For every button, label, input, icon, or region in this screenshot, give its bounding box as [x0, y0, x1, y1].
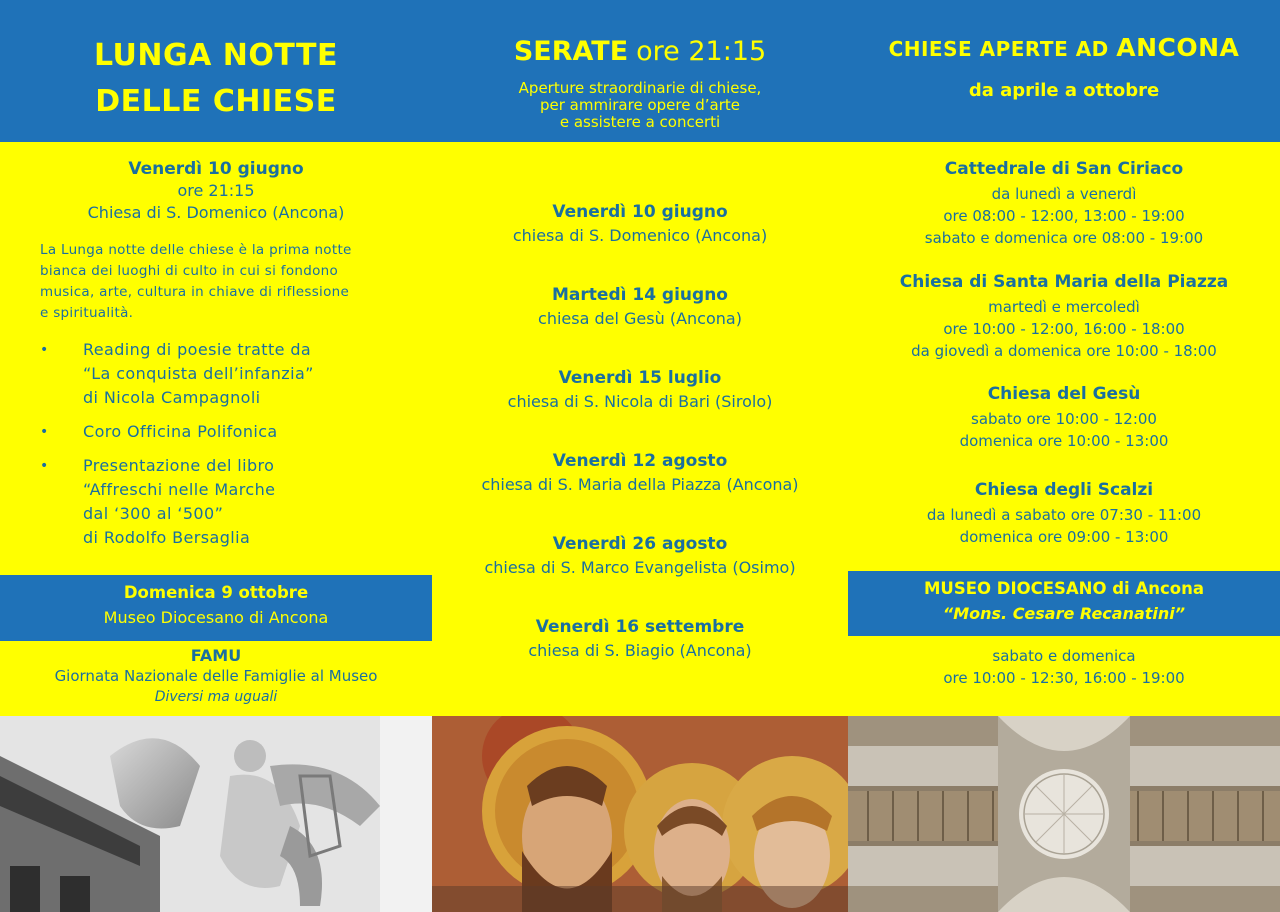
- site-hours-line: ore 10:00 - 12:00, 16:00 - 18:00: [943, 320, 1185, 338]
- bullet-line: Coro Officina Polifonica: [83, 422, 278, 441]
- event-time: ore 21:15: [177, 181, 255, 200]
- bullet-line: dal ‘300 al ‘500”: [83, 504, 224, 523]
- site-hours-line: domenica ore 09:00 - 13:00: [959, 528, 1169, 546]
- event-place: chiesa di S. Biagio (Ancona): [528, 641, 752, 660]
- main-event: [0, 158, 432, 224]
- lunga-notte-title: [0, 33, 432, 125]
- bullet-line: di Nicola Campagnoli: [83, 388, 261, 407]
- intro-line: musica, arte, cultura in chiave di riflessione: [40, 284, 350, 300]
- chiese-aperte-title: [848, 33, 1280, 62]
- museo-hours: [848, 645, 1280, 689]
- event-date: Venerdì 26 agosto: [552, 534, 728, 554]
- header-band: [848, 0, 1280, 142]
- site-hours-line: domenica ore 10:00 - 13:00: [959, 432, 1169, 450]
- bullet-icon: •: [40, 424, 49, 440]
- event-place: chiesa di S. Marco Evangelista (Osimo): [484, 558, 796, 577]
- fresco-saints-photo: [432, 716, 848, 912]
- museo-name: MUSEO DIOCESANO: [924, 579, 1107, 598]
- site-name: Chiesa di Santa Maria della Piazza: [899, 272, 1229, 292]
- subtitle-line: per ammirare opere d’arte: [540, 96, 740, 114]
- header-band: [432, 0, 848, 142]
- title-city: ANCONA: [1116, 33, 1240, 62]
- site-name: Cattedrale di San Ciriaco: [944, 159, 1184, 179]
- column-chiese-aperte: [848, 0, 1280, 912]
- intro-line: La Lunga notte delle chiese è la prima notte: [40, 242, 352, 258]
- event-item: [432, 532, 848, 580]
- column-lunga-notte: [0, 0, 432, 912]
- site-hours-line: da giovedì a domenica ore 10:00 - 18:00: [911, 342, 1217, 360]
- church-ceiling-photo: [848, 716, 1280, 912]
- event-date: Martedì 14 giugno: [552, 285, 728, 305]
- event-item: [432, 615, 848, 663]
- bullet-icon: •: [40, 458, 49, 474]
- event-date: Venerdì 12 agosto: [552, 451, 728, 471]
- bullet-text: [83, 454, 402, 550]
- site-name: Chiesa degli Scalzi: [974, 480, 1154, 500]
- bullet-reading: [40, 338, 402, 410]
- site-hours-line: martedì e mercoledì: [988, 298, 1140, 316]
- event-date: Venerdì 16 settembre: [535, 617, 745, 637]
- serate-title: [432, 36, 848, 67]
- bullet-line: “La conquista dell’infanzia”: [83, 364, 314, 383]
- subtitle-line: Aperture straordinarie di chiese,: [518, 79, 762, 97]
- serate-time: ore 21:15: [636, 36, 767, 67]
- site-hours-line: da lunedì a venerdì: [991, 185, 1137, 203]
- site-item: [848, 155, 1280, 249]
- bullet-libro: [40, 454, 402, 550]
- bullet-line: “Affreschi nelle Marche: [83, 480, 276, 499]
- sunday-place: Museo Diocesano di Ancona: [103, 608, 329, 627]
- event-item: [432, 366, 848, 414]
- bullet-text: [83, 338, 402, 410]
- museo-title: [848, 579, 1280, 598]
- famu-motto: Diversi ma uguali: [154, 689, 278, 705]
- museo-band: [848, 571, 1280, 636]
- bullet-line: Reading di poesie tratte da: [83, 340, 312, 359]
- event-date: Venerdì 15 luglio: [558, 368, 722, 388]
- subtitle-line: e assistere a concerti: [559, 113, 721, 131]
- site-hours-line: ore 08:00 - 12:00, 13:00 - 19:00: [943, 207, 1185, 225]
- intro-line: e spiritualità.: [40, 305, 134, 321]
- angel-statue-photo: [0, 716, 432, 912]
- site-item: [848, 476, 1280, 548]
- intro-line: bianca dei luoghi di culto in cui si fondono: [40, 263, 339, 279]
- site-name: Chiesa del Gesù: [987, 384, 1141, 404]
- title-line-1: LUNGA NOTTE: [93, 38, 339, 73]
- title-line-2: DELLE CHIESE: [95, 84, 337, 119]
- famu-block: [0, 645, 432, 708]
- column-serate: [432, 0, 848, 912]
- sunday-date: Domenica 9 ottobre: [123, 583, 309, 602]
- site-hours-line: sabato ore 10:00 - 12:00: [971, 410, 1157, 428]
- event-date: Venerdì 10 giugno: [552, 202, 728, 222]
- event-place: chiesa del Gesù (Ancona): [538, 309, 742, 328]
- museo-hours-line: sabato e domenica: [992, 647, 1136, 665]
- event-place: chiesa di S. Maria della Piazza (Ancona): [481, 475, 799, 494]
- museo-hours-line: ore 10:00 - 12:30, 16:00 - 19:00: [943, 669, 1185, 687]
- header-band: [0, 0, 432, 142]
- site-hours-line: sabato e domenica ore 08:00 - 19:00: [924, 229, 1204, 247]
- chiese-aperte-subtitle: da aprile a ottobre: [968, 80, 1160, 101]
- event-item: [432, 200, 848, 248]
- event-place: chiesa di S. Domenico (Ancona): [512, 226, 768, 245]
- site-item: [848, 380, 1280, 452]
- bullet-icon: •: [40, 342, 49, 358]
- site-hours-line: da lunedì a sabato ore 07:30 - 11:00: [926, 506, 1202, 524]
- site-item: [848, 268, 1280, 362]
- sunday-band: [0, 575, 432, 641]
- event-place: chiesa di S. Nicola di Bari (Sirolo): [507, 392, 773, 411]
- bullet-text: [83, 420, 402, 444]
- event-item: [432, 283, 848, 331]
- famu-title: FAMU: [190, 646, 242, 665]
- serate-subtitle: [432, 80, 848, 131]
- event-date: Venerdì 10 giugno: [128, 159, 304, 179]
- event-item: [432, 449, 848, 497]
- title-small: CHIESE APERTE AD: [888, 37, 1109, 61]
- intro-paragraph: [40, 240, 402, 324]
- bullet-line: Presentazione del libro: [83, 456, 275, 475]
- event-place: Chiesa di S. Domenico (Ancona): [87, 203, 345, 222]
- famu-desc: Giornata Nazionale delle Famiglie al Museo: [54, 667, 378, 685]
- serate-word: SERATE: [513, 36, 629, 67]
- bullet-line: di Rodolfo Bersaglia: [83, 528, 251, 547]
- museo-city: di Ancona: [1112, 579, 1204, 598]
- museo-subtitle: “Mons. Cesare Recanatini”: [942, 604, 1186, 623]
- bullet-coro: [40, 420, 402, 444]
